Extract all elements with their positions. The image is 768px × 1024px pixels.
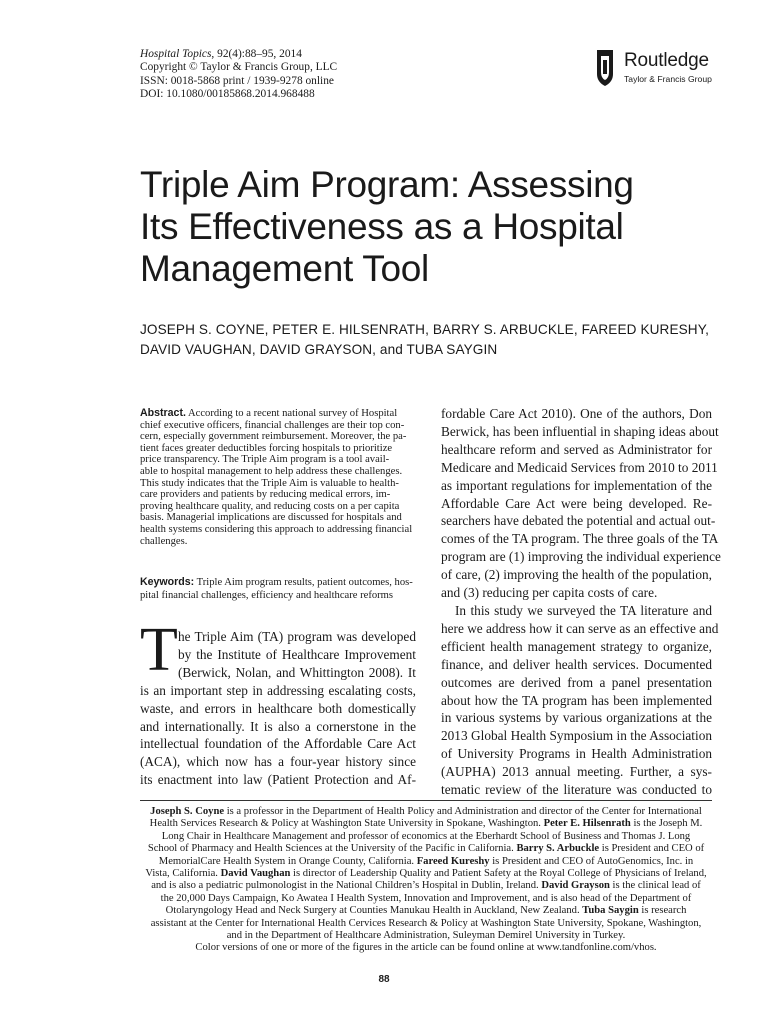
body-line: tematic review of the literature was conducted to: [441, 782, 712, 798]
author-line: DAVID VAUGHAN, DAVID GRAYSON, and TUBA SAYGIN: [140, 342, 498, 357]
footnote-line: Color versions of one or more of the figures in the article can be found online at www.tandfonline.com/vhos.: [195, 942, 657, 954]
body-line: outcomes are derived from a panel presentation: [441, 674, 712, 690]
body-line: (Berwick, Nolan, and Whittington 2008). It: [178, 664, 416, 680]
journal-ref: , 92(4):88–95, 2014: [211, 48, 302, 60]
body-line: he Triple Aim (TA) program was developed: [178, 629, 416, 644]
footnote-line: and is also a pediatric pulmonologist in the National Children’s Hospital in Dublin, Ireland. David Grayson is the clinical lead of: [151, 880, 701, 892]
body-line: (AUPHA) 2013 annual meeting. Further, a sys-: [441, 764, 712, 780]
routledge-shield-icon: [594, 48, 616, 88]
body-line: comes of the TA program. The three goals of the TA: [441, 531, 719, 547]
journal-citation: [140, 48, 337, 61]
drop-cap: T: [140, 616, 178, 684]
body-line: (ACA), which now has a four-year history since: [140, 754, 416, 770]
body-line: by the Institute of Healthcare Improvement: [178, 646, 416, 662]
body-line: of University Programs in Health Administration: [441, 746, 712, 762]
keywords-first-line: Keywords: Triple Aim program results, patient outcomes, hos-: [140, 576, 413, 588]
body-line: and internationally. It is also a cornerstone in the: [140, 718, 416, 734]
abstract-line: price transparency. The Triple Aim program is a tool avail-: [140, 454, 390, 466]
publisher-logo: [594, 44, 724, 90]
body-line: intellectual foundation of the Affordable Care Act: [140, 736, 416, 752]
abstract-line: chief executive officers, financial challenges are their top con-: [140, 419, 405, 431]
body-line: searchers have debated the potential and actual out-: [441, 513, 716, 529]
body-line: efficient health management strategy to organize,: [441, 638, 712, 654]
body-line: is an important step in addressing escalating costs,: [140, 682, 416, 698]
footnote-line: Joseph S. Coyne is a professor in the Department of Health Policy and Administration and director of the Center for International: [150, 806, 702, 817]
body-line: waste, and errors in healthcare both domestically: [140, 700, 416, 716]
body-line: in various systems by various organizations at the: [441, 710, 712, 726]
body-line: about how the TA program has been implemented: [441, 692, 712, 708]
article-title: [140, 164, 660, 290]
body-line: its enactment into law (Patient Protection and Af-: [140, 772, 416, 788]
footnote-line: Health Services Research & Policy at Washington State University in Spokane, Washington. Peter E. Hilsenrath is the Joseph M.: [149, 818, 703, 830]
doi-line: DOI: 10.1080/00185868.2014.968488: [140, 88, 315, 101]
journal-metadata: [140, 48, 337, 102]
journal-name: Hospital Topics: [140, 48, 212, 60]
footnote-line: and in the Department of Healthcare Administration, Suleyman Demirel University in Turkey.: [226, 930, 626, 942]
body-line: In this study we surveyed the TA literature and: [455, 602, 712, 618]
body-column-left: [140, 628, 416, 789]
body-line: finance, and deliver health services. Documented: [441, 656, 712, 672]
footnote-divider: [140, 800, 712, 801]
title-line: Its Effectiveness as a Hospital: [140, 206, 624, 247]
publisher-brand: Routledge: [624, 50, 709, 71]
abstract-line: tient faces greater deductibles forcing hospitals to prioritize: [140, 442, 393, 454]
body-line: 2013 Global Health Symposium in the Association: [441, 728, 712, 744]
author-line: JOSEPH S. COYNE, PETER E. HILSENRATH, BARRY S. ARBUCKLE, FAREED KURESHY,: [140, 322, 709, 337]
footnote-line: Otolaryngology Head and Neck Surgery at Counties Manukau Health in Auckland, New Zealand. Tuba Saygin is research: [165, 905, 687, 917]
keywords-line: pital financial challenges, efficiency and healthcare reforms: [140, 589, 394, 601]
body-line: program are (1) improving the individual experience: [441, 549, 721, 565]
abstract-line: cern, especially government reimbursement. Moreover, the pa-: [140, 431, 407, 443]
body-column-right: [441, 405, 721, 799]
body-line: fordable Care Act 2010). One of the authors, Don: [441, 406, 712, 421]
title-line: Management Tool: [140, 248, 429, 289]
abstract-line: proving healthcare quality, and reducing costs on a per capita: [140, 500, 400, 512]
body-line: of care, (2) improving the health of the population,: [441, 567, 712, 583]
abstract-first-line: Abstract. According to a recent national survey of Hospital: [140, 407, 398, 419]
publisher-subbrand: Taylor & Francis Group: [624, 74, 712, 84]
author-affiliations-footnote: [140, 806, 712, 955]
footnote-line: Vista, California. David Vaughan is director of Leadership Quality and Patient Safety at the Royal College of Physicians of Ireland,: [145, 868, 707, 880]
footnote-line: Long Chair in Healthcare Management and professor of economics at the Eberhardt School of Business and Thomas J. Long: [161, 830, 691, 842]
footnote-line: School of Pharmacy and Health Sciences at the University of the Pacific in California. Barry S. Arbuckle is President and CEO of: [147, 843, 705, 855]
keywords: [140, 576, 416, 602]
author-list: [140, 320, 709, 360]
abstract-line: care providers and patients by reducing medical errors, im-: [140, 489, 391, 501]
abstract: [140, 408, 416, 547]
abstract-line: challenges.: [140, 535, 188, 547]
body-line: Medicare and Medicaid Services from 2010 to 2011: [441, 459, 718, 475]
abstract-line: health systems considering this approach to addressing financial: [140, 523, 413, 535]
issn-line: ISSN: 0018-5868 print / 1939-9278 online: [140, 74, 334, 87]
copyright-line: Copyright © Taylor & Francis Group, LLC: [140, 61, 338, 74]
footnote-line: assistant at the Center for International Health Cervices Research & Policy at Washington State University, Spokane, Washington,: [150, 917, 702, 929]
abstract-line: This study indicates that the Triple Aim is valuable to health-: [140, 477, 399, 489]
abstract-label: Abstract.: [140, 407, 186, 419]
body-line: here we address how it can serve as an effective and: [441, 620, 719, 636]
body-line: Berwick, has been influential in shaping ideas about: [441, 423, 719, 439]
body-line: Affordable Care Act were being developed. Re-: [441, 495, 712, 511]
body-line: and (3) reducing per capita costs of care.: [441, 585, 658, 601]
title-line: Triple Aim Program: Assessing: [140, 164, 634, 205]
body-line: as important regulations for implementation of the: [441, 477, 712, 493]
body-line: healthcare reform and served as Administrator for: [441, 441, 712, 457]
footnote-line: the 20,000 Days Campaign, Ko Awatea I Health System, Innovation and Improvement, and is also head of the Department of: [160, 892, 692, 904]
keywords-label: Keywords:: [140, 576, 195, 588]
abstract-line: basis. Managerial implications are discussed for hospitals and: [140, 512, 402, 524]
footnote-line: MemorialCare Health System in Orange County, California. Fareed Kureshy is President and CEO of AutoGenomics, Inc. in: [158, 855, 694, 867]
page-number: 88: [378, 974, 390, 985]
abstract-line: able to hospital management to help address these challenges.: [140, 465, 403, 477]
